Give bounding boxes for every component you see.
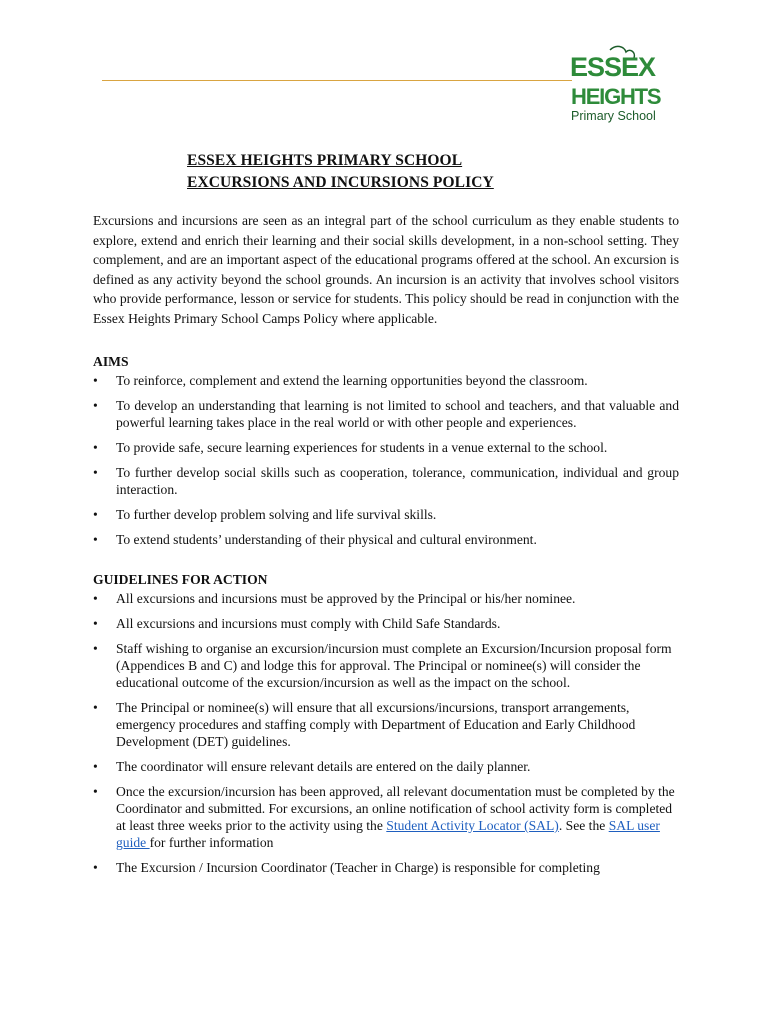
intro-paragraph: Excursions and incursions are seen as an integral part of the school curriculum as they enable students to explore, extend and enrich their learning and their social skills development, in a non-school setting. They complement, and are an important aspect of the educational programs offered at the school. An excursion is defined as any activity beyond the school grounds. An incursion is an activity that involves school visitors who provide performance, lesson or service for students. This policy should be read in conjunction with the Essex Heights Primary School Camps Policy where applicable.: [93, 213, 679, 326]
list-item: • To provide safe, secure learning experiences for students in a venue external to the school.: [93, 440, 608, 455]
page-title: [187, 150, 494, 194]
list-item: • To extend students’ understanding of their physical and cultural environment.: [93, 532, 537, 547]
aims-list: [93, 372, 679, 548]
header-rule: [102, 80, 572, 81]
list-item: • To further develop social skills such as cooperation, tolerance, communication, individual and group interaction.: [93, 465, 679, 497]
logo-heights-text: HEIGHTS: [571, 84, 661, 109]
title-policy-name: EXCURSIONS AND INCURSIONS POLICY: [187, 174, 494, 191]
list-item: • The Excursion / Incursion Coordinator (Teacher in Charge) is responsible for completing: [93, 860, 600, 875]
bullet-icon: •: [93, 860, 98, 875]
bullet-icon: •: [93, 784, 98, 799]
list-item: • To develop an understanding that learning is not limited to school and teachers, and that valuable and powerful learning takes place in the real world or with other people and experiences.: [93, 398, 679, 430]
bullet-icon: •: [93, 440, 98, 455]
bullet-icon: •: [93, 641, 98, 656]
logo-essex-text: ESSEX: [570, 52, 656, 82]
bullet-icon: •: [93, 373, 98, 388]
bullet-icon: •: [93, 398, 98, 413]
list-item: • To reinforce, complement and extend the learning opportunities beyond the classroom.: [93, 373, 588, 388]
list-item: • Once the excursion/incursion has been approved, all relevant documentation must be completed by the Coordinator and submitted. For excursions, an online notification of school activity form is completed at least three weeks prior to the activity using the Student Activity Locator (SAL). See the SAL user guide for further information: [93, 784, 675, 850]
list-item: • The Principal or nominee(s) will ensure that all excursions/incursions, transport arrangements, emergency procedures and staffing comply with Department of Education and Early Childhood Development (DET) guidelines.: [93, 700, 636, 749]
guidelines-list: [93, 590, 679, 876]
aims-heading: AIMS: [93, 354, 129, 369]
student-activity-locator-link[interactable]: Student Activity Locator (SAL): [386, 818, 559, 833]
policy-body: [93, 211, 679, 884]
bullet-icon: •: [93, 759, 98, 774]
sal-user-guide-link[interactable]: SAL user guide: [116, 818, 660, 850]
bullet-icon: •: [93, 591, 98, 606]
bullet-icon: •: [93, 532, 98, 547]
list-item: • All excursions and incursions must be approved by the Principal or his/her nominee.: [93, 591, 576, 606]
school-logo-graphic: [566, 44, 678, 134]
list-item: • All excursions and incursions must comply with Child Safe Standards.: [93, 616, 501, 631]
bullet-icon: •: [93, 465, 98, 480]
bullet-icon: •: [93, 616, 98, 631]
list-item: • To further develop problem solving and life survival skills.: [93, 507, 437, 522]
bullet-icon: •: [93, 700, 98, 715]
school-logo: [566, 44, 678, 134]
guidelines-heading: GUIDELINES FOR ACTION: [93, 572, 268, 587]
list-item: • The coordinator will ensure relevant details are entered on the daily planner.: [93, 759, 531, 774]
title-school-name: ESSEX HEIGHTS PRIMARY SCHOOL: [187, 152, 463, 169]
bullet-icon: •: [93, 507, 98, 522]
list-item: • Staff wishing to organise an excursion/incursion must complete an Excursion/Incursion proposal form (Appendices B and C) and lodge this for approval. The Principal or nominee(s) will consider the educational outcome of the excursion/incursion as well as the impact on the school.: [93, 641, 672, 690]
logo-primary-school-text: Primary School: [571, 109, 656, 123]
